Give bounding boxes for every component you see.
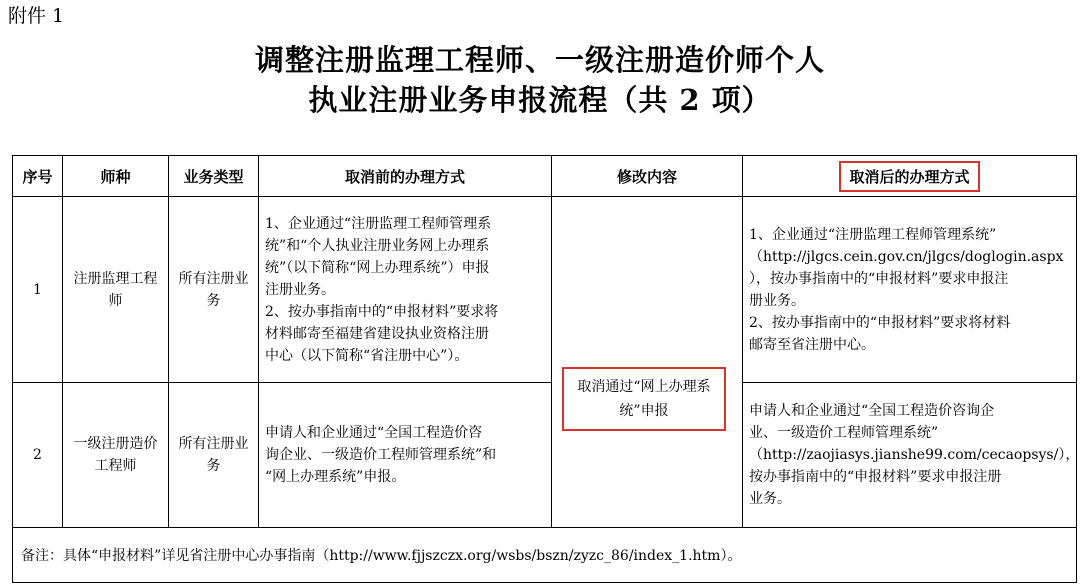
text-line: （http://jlgcs.cein.gov.cn/jlgcs/doglogin.aspx — [749, 248, 1064, 265]
text-line: ），按办事指南中的“申报材料”要求申报注 — [749, 270, 1009, 287]
header-modification: 修改内容 — [552, 156, 743, 197]
header-after — [743, 156, 1077, 197]
table-header-row — [13, 156, 1077, 197]
text-line: 邮寄至省注册中心。 — [749, 336, 875, 353]
modification-cell — [552, 197, 743, 528]
text-line: 统”（以下简称“网上办理系统”）申报 — [265, 259, 490, 276]
text-line: 中心（以下简称“省注册中心”）。 — [265, 347, 469, 364]
text-line: 册业务。 — [749, 292, 805, 309]
row-profession: 注册监理工程师 — [63, 197, 169, 383]
attachment-label: 附件 1 — [8, 5, 65, 27]
row-index: 2 — [13, 383, 63, 528]
row-after-method — [743, 383, 1080, 528]
row-before-method — [259, 197, 552, 383]
row-profession: 一级注册造价工程师 — [63, 383, 169, 528]
row-before-method — [259, 383, 552, 528]
text-line: 业、一级造价工程师管理系统” — [749, 425, 939, 441]
text-line: 按办事指南中的“申报材料”要求申报注册 — [749, 469, 1002, 485]
header-index: 序号 — [13, 156, 63, 197]
text-line: 材料邮寄至福建省建设执业资格注册 — [265, 325, 489, 342]
row-business-type: 所有注册业务 — [169, 383, 259, 528]
text-line: 申请人和企业通过“全国工程造价咨询企 — [749, 403, 995, 419]
header-after-highlight: 取消后的办理方式 — [839, 161, 979, 192]
text-line: 统”和“个人执业注册业务网上办理系 — [265, 237, 490, 254]
text-line: 申请人和企业通过“全国工程造价咨 — [265, 425, 483, 441]
text-line: 2、按办事指南中的“申报材料”要求将 — [265, 303, 499, 320]
header-business-type: 业务类型 — [169, 156, 259, 197]
text-line: 注册业务。 — [265, 281, 335, 298]
row-index: 1 — [13, 197, 63, 383]
modification-highlight: 取消通过“网上办理系统”申报 — [562, 367, 726, 431]
text-line: 业务。 — [749, 491, 791, 507]
document-title-line-1: 调整注册监理工程师、一级注册造价师个人 — [254, 43, 825, 77]
header-before: 取消前的办理方式 — [259, 156, 552, 197]
text-line: （http://zaojiasys.jianshe99.com/cecaopsys/）， — [749, 447, 1080, 463]
text-line: “网上办理系统”申报。 — [265, 469, 406, 485]
note-row — [13, 528, 1077, 583]
text-line: 1、企业通过“注册监理工程师管理系 — [265, 215, 492, 232]
procedure-table — [12, 155, 1080, 583]
table-row — [13, 383, 1077, 528]
note-text: 备注：具体“申报材料”详见省注册中心办事指南（http://www.fjjszczx.org/wsbs/bszn/zyzc_86/index_1.htm）。 — [13, 528, 1077, 583]
text-line: 2、按办事指南中的“申报材料”要求将材料 — [749, 314, 1011, 331]
text-line: 1、企业通过“注册监理工程师管理系统” — [749, 226, 997, 243]
document-title-line-2: 执业注册业务申报流程（共 2 项） — [308, 83, 772, 117]
table-row — [13, 197, 1077, 383]
row-business-type: 所有注册业务 — [169, 197, 259, 383]
text-line: 询企业、一级造价工程师管理系统”和 — [265, 447, 497, 463]
row-after-method — [743, 197, 1077, 383]
header-profession: 师种 — [63, 156, 169, 197]
